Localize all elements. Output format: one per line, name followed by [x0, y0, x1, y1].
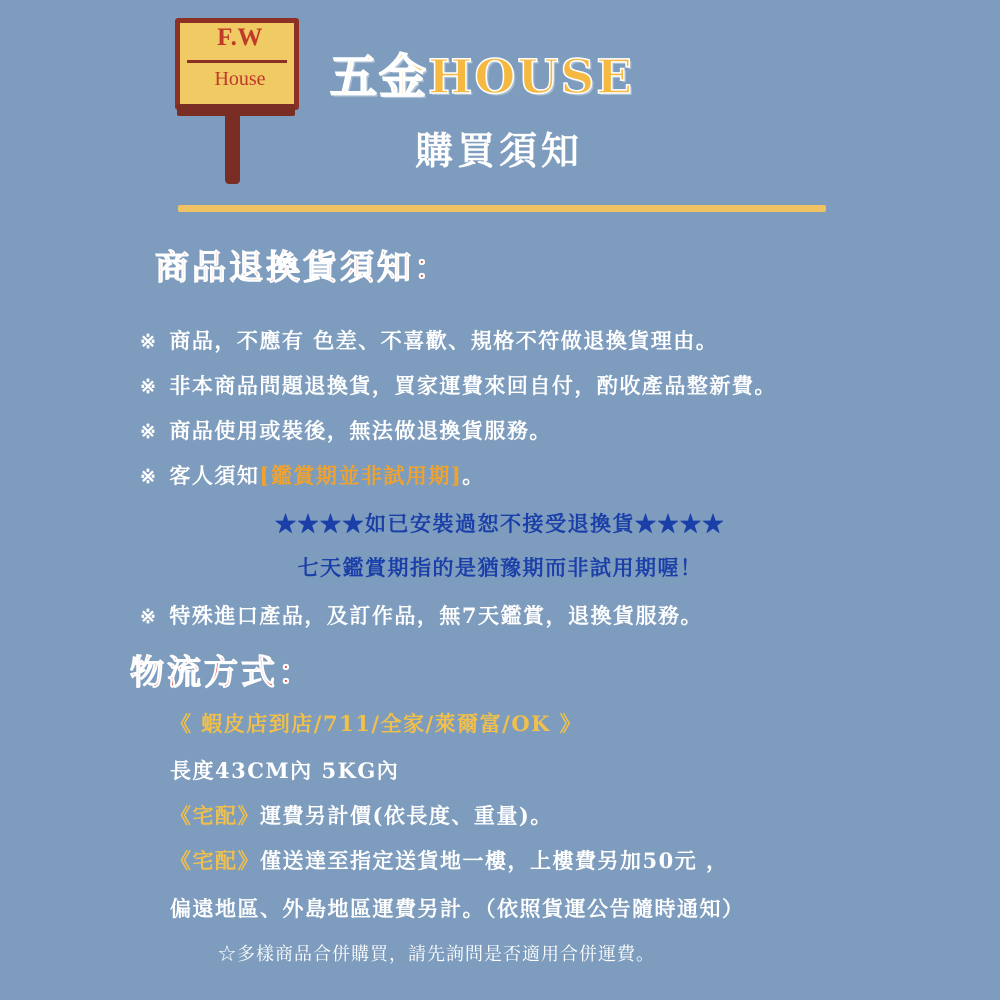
- shipping-section-title: 物流方式：: [130, 653, 315, 693]
- bullet-icon: ※: [140, 421, 158, 443]
- bullet-icon: ※: [140, 466, 158, 488]
- sign-house-text: House: [214, 68, 266, 90]
- sign-post: [225, 106, 240, 184]
- returns-item-last-text: 特殊進口產品，及訂作品，無7天鑑賞，退換貨服務。: [169, 603, 704, 628]
- sign-fw-text: F.W: [217, 24, 263, 51]
- combine-shipping-note: ☆多樣商品合併購買，請先詢問是否適用合併運費。: [218, 944, 655, 965]
- sign-rule: [187, 60, 287, 63]
- home-delivery-text-1: 運費另計價(依長度、重量)。: [260, 803, 553, 828]
- returns-item-last: [140, 600, 703, 630]
- page-subtitle: 購買須知: [415, 128, 584, 173]
- shipping-store-line: 《 蝦皮店到店/711/全家/萊爾富/OK 》: [170, 711, 583, 736]
- sign-base: [177, 104, 295, 116]
- returns-item-2-text: 非本商品問題退換貨，買家運費來回自付，酌收產品整新費。: [169, 373, 777, 398]
- bullet-icon: ※: [140, 606, 158, 628]
- shipping-home-line-2: [170, 845, 729, 875]
- returns-item-1: [140, 325, 718, 355]
- shipping-size-line: 長度43CM內 5KG內: [170, 758, 400, 783]
- customer-notice-row: [140, 460, 485, 490]
- bullet-icon: ※: [140, 376, 158, 398]
- header: [0, 0, 1000, 190]
- returns-section-title: 商品退換貨須知：: [155, 248, 451, 288]
- customer-notice-highlight: [鑑賞期並非試用期]: [259, 463, 463, 488]
- customer-notice-suffix: 。: [462, 463, 485, 488]
- seven-day-line: 七天鑑賞期指的是猶豫期而非試用期喔！: [297, 555, 703, 580]
- returns-item-3: [140, 415, 552, 445]
- home-delivery-text-2: 僅送達至指定送貨地一樓，上樓費另加50元 ，: [260, 848, 729, 873]
- home-delivery-label: 《宅配》: [170, 803, 260, 828]
- home-delivery-label: 《宅配》: [170, 848, 260, 873]
- shop-sign-logo: [175, 18, 305, 188]
- brand-title: 五金HOUSE: [330, 50, 635, 105]
- bullet-icon: ※: [140, 331, 158, 353]
- shipping-home-line-1: [170, 800, 553, 830]
- returns-item-3-text: 商品使用或裝後，無法做退換貨服務。: [169, 418, 552, 443]
- header-divider: [178, 205, 826, 212]
- returns-item-1-text: 商品，不應有 色差、不喜歡、規格不符做退換貨理由。: [169, 328, 719, 353]
- star-warning-line: ★★★★如已安裝過恕不接受退換貨★★★★: [275, 511, 725, 536]
- customer-notice-prefix: 客人須知: [169, 463, 260, 488]
- shipping-remote-line: 偏遠地區、外島地區運費另計。（依照貨運公告隨時通知）: [170, 896, 745, 921]
- returns-item-2: [140, 370, 777, 400]
